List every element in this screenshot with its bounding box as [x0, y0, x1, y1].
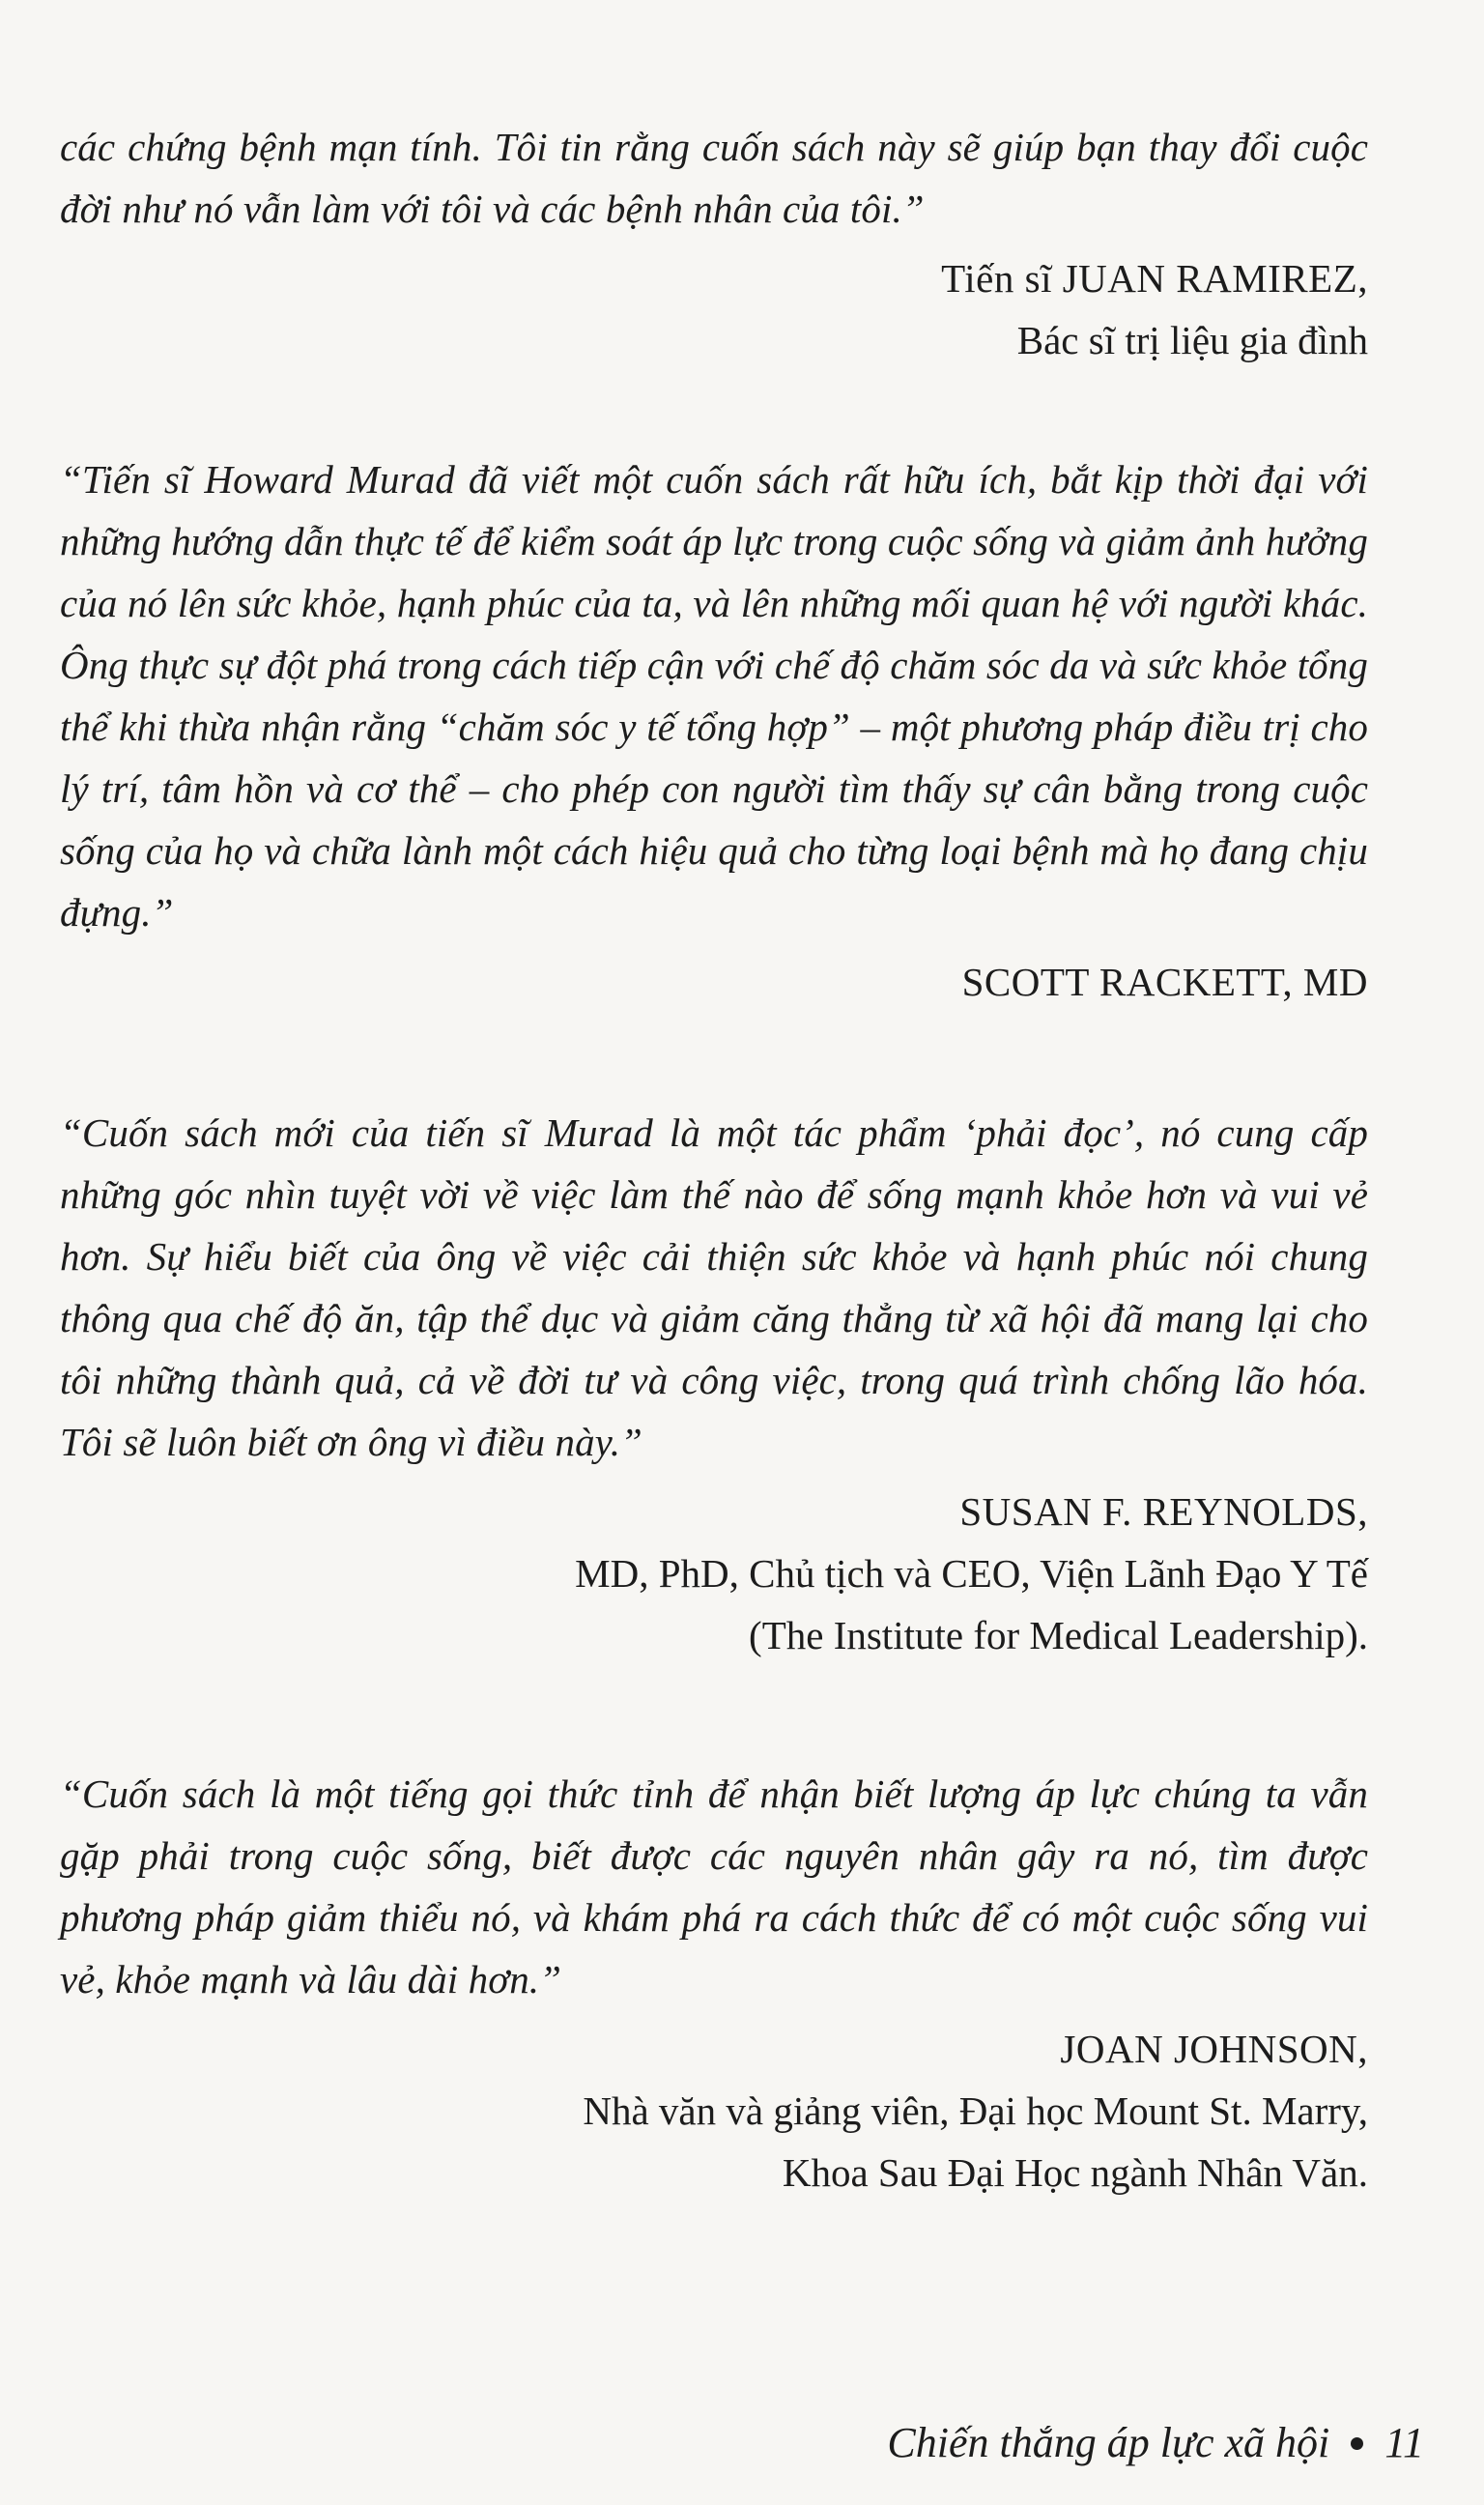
author-detail: Bác sĩ trị liệu gia đình	[1016, 318, 1368, 362]
author-detail: (The Institute for Medical Leadership).	[749, 1613, 1368, 1657]
author-detail: Khoa Sau Đại Học ngành Nhân Văn.	[782, 2150, 1368, 2195]
quote-scott-rackett	[60, 448, 1368, 1013]
quote-juan-ramirez	[60, 116, 1368, 371]
quote-text: “Tiến sĩ Howard Murad đã viết một cuốn sách rất hữu ích, bắt kịp thời đại với những hướng dẫn thực tế để kiểm soát áp lực trong cuộc sống và giảm ảnh hưởng của nó lên sức khỏe, hạnh phúc của ta, và lên những mối quan hệ với người khác. Ông thực sự đột phá trong cách tiếp cận với chế độ chăm sóc da và sức khỏe tổng thể khi thừa nhận rằng “chăm sóc y tế tổng hợp” – một phương pháp điều trị cho lý trí, tâm hồn và cơ thể – cho phép con người tìm thấy sự cân bằng trong cuộc sống của họ và chữa lành một cách hiệu quả cho từng loại bệnh mà họ đang chịu đựng.”	[60, 457, 1368, 935]
quote-joan-johnson	[60, 1763, 1368, 2203]
quote-text: “Cuốn sách là một tiếng gọi thức tỉnh để nhận biết lượng áp lực chúng ta vẫn gặp phải trong cuộc sống, biết được các nguyên nhân gây ra nó, tìm được phương pháp giảm thiểu nó, và khám phá ra cách thức để có một cuộc sống vui vẻ, khỏe mạnh và lâu dài hơn.”	[60, 1771, 1368, 2001]
quote-text: “Cuốn sách mới của tiến sĩ Murad là một tác phẩm ‘phải đọc’, nó cung cấp những góc nhìn tuyệt vời về việc làm thế nào để sống mạnh khỏe hơn và vui vẻ hơn. Sự hiểu biết của ông về việc cải thiện sức khỏe và hạnh phúc nói chung thông qua chế độ ăn, tập thể dục và giảm căng thẳng từ xã hội đã mang lại cho tôi những thành quả, cả về đời tư và công việc, trong quá trình chống lão hóa. Tôi sẽ luôn biết ơn ông vì điều này.”	[60, 1110, 1368, 1464]
author-name: SUSAN F. REYNOLDS,	[959, 1489, 1368, 1534]
attribution	[60, 2018, 1368, 2203]
author-name: Tiến sĩ JUAN RAMIREZ,	[941, 256, 1368, 301]
page-number: 11	[1384, 2419, 1424, 2466]
author-name: SCOTT RACKETT, MD	[961, 960, 1368, 1004]
author-detail: MD, PhD, Chủ tịch và CEO, Viện Lãnh Đạo Y Tế	[575, 1551, 1368, 1596]
author-name: JOAN JOHNSON,	[1060, 2027, 1368, 2071]
quote-text: các chứng bệnh mạn tính. Tôi tin rằng cuốn sách này sẽ giúp bạn thay đổi cuộc đời như nó vẫn làm với tôi và các bệnh nhân của tôi.”	[60, 125, 1368, 231]
author-detail: Nhà văn và giảng viên, Đại học Mount St. Marry,	[583, 2088, 1368, 2133]
page-footer	[887, 2414, 1424, 2472]
bullet-separator-icon	[1351, 2437, 1363, 2450]
attribution	[60, 1481, 1368, 1666]
attribution	[60, 247, 1368, 371]
attribution	[60, 951, 1368, 1013]
running-title: Chiến thắng áp lực xã hội	[887, 2419, 1330, 2466]
quote-susan-reynolds	[60, 1102, 1368, 1666]
